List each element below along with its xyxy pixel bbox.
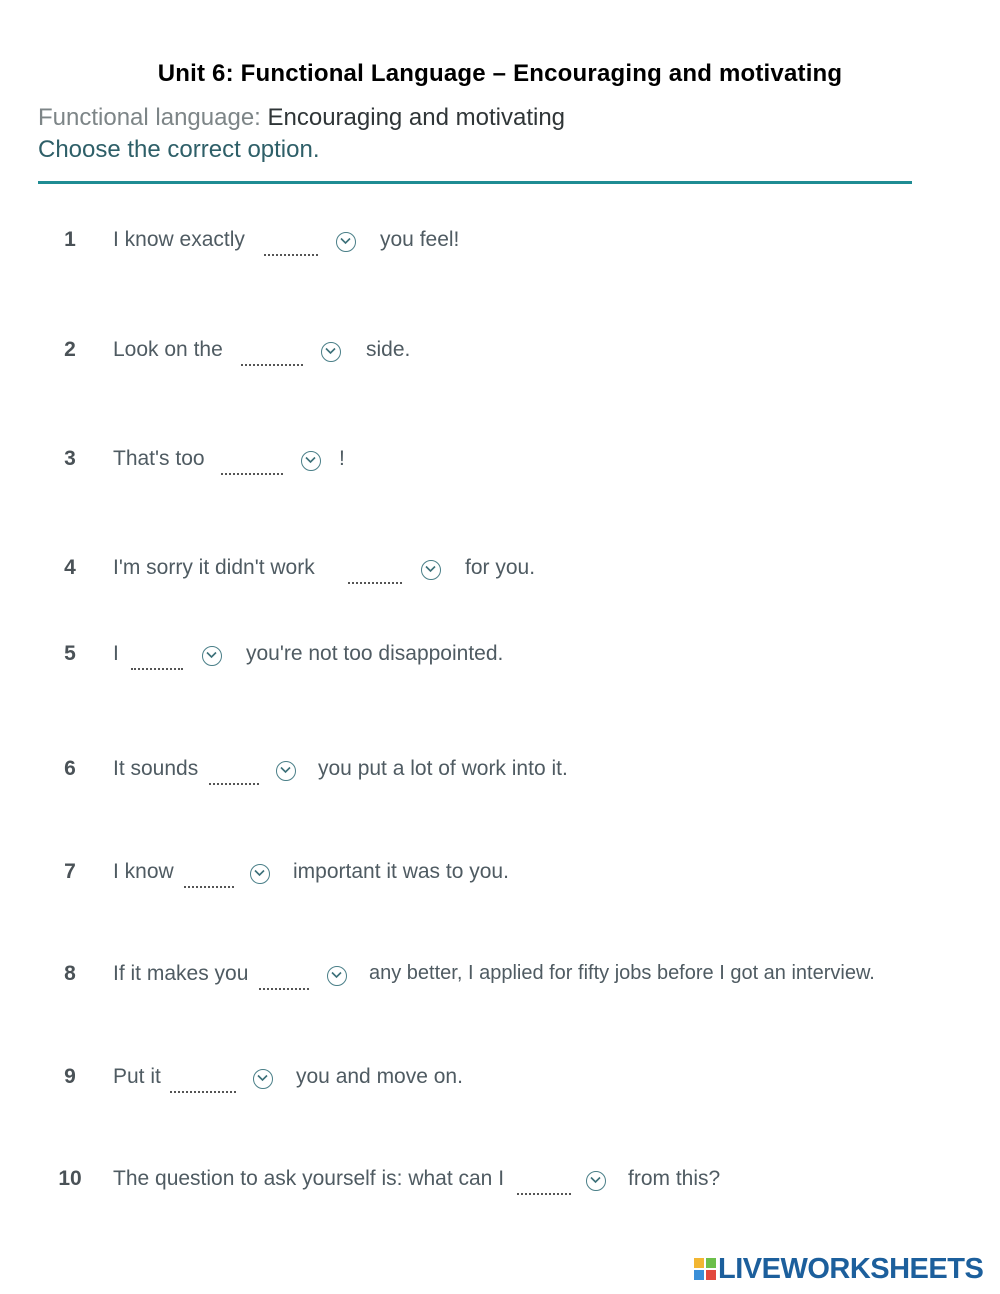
chevron-down-circle-icon[interactable] bbox=[301, 451, 321, 471]
question-text-after: you put a lot of work into it. bbox=[318, 757, 568, 780]
unit-title: Unit 6: Functional Language – Encouraging and motivating bbox=[157, 60, 843, 87]
question-item bbox=[0, 860, 1000, 920]
chevron-down-circle-icon[interactable] bbox=[586, 1171, 606, 1191]
question-item bbox=[0, 228, 1000, 288]
question-number: 4 bbox=[64, 556, 76, 579]
question-text-before: I know exactly bbox=[113, 228, 245, 251]
title-prefix: Functional language: bbox=[38, 104, 268, 131]
question-number: 3 bbox=[64, 447, 76, 470]
answer-blank[interactable] bbox=[184, 884, 234, 888]
question-text-before: That's too bbox=[113, 447, 205, 470]
exercise-title bbox=[38, 102, 565, 134]
chevron-down-circle-icon[interactable] bbox=[327, 966, 347, 986]
question-number: 9 bbox=[64, 1065, 76, 1088]
question-text-before: The question to ask yourself is: what can I bbox=[113, 1167, 505, 1190]
question-number: 8 bbox=[64, 962, 76, 985]
question-number: 1 bbox=[64, 228, 76, 251]
answer-blank[interactable] bbox=[264, 252, 318, 256]
question-text-before: I'm sorry it didn't work bbox=[113, 556, 315, 579]
chevron-down-circle-icon[interactable] bbox=[276, 761, 296, 781]
chevron-down-circle-icon[interactable] bbox=[253, 1069, 273, 1089]
question-text-before: I bbox=[113, 642, 119, 665]
question-item bbox=[0, 1167, 1000, 1227]
chevron-down-circle-icon[interactable] bbox=[250, 864, 270, 884]
brand-name: LIVEWORKSHEETS bbox=[718, 1253, 984, 1285]
question-text-before: Look on the bbox=[113, 338, 223, 361]
question-number: 10 bbox=[58, 1167, 82, 1190]
exercise-header bbox=[38, 102, 565, 166]
question-text-before: It sounds bbox=[113, 757, 199, 780]
question-number: 7 bbox=[64, 860, 76, 883]
question-text-before: If it makes you bbox=[113, 962, 249, 985]
question-text-after: any better, I applied for fifty jobs before I got an interview. bbox=[369, 962, 875, 984]
question-text-after: you feel! bbox=[380, 228, 460, 251]
answer-blank[interactable] bbox=[170, 1089, 236, 1093]
question-text-before: I know bbox=[113, 860, 174, 883]
question-item bbox=[0, 338, 1000, 398]
answer-blank[interactable] bbox=[241, 362, 303, 366]
answer-blank[interactable] bbox=[259, 986, 309, 990]
question-item bbox=[0, 642, 1000, 702]
question-item bbox=[0, 556, 1000, 616]
question-text-after: important it was to you. bbox=[293, 860, 509, 883]
answer-blank[interactable] bbox=[348, 580, 402, 584]
question-text-after: you and move on. bbox=[296, 1065, 463, 1088]
answer-blank[interactable] bbox=[221, 471, 283, 475]
liveworksheets-logo-icon bbox=[694, 1258, 716, 1280]
question-item bbox=[0, 757, 1000, 817]
question-text-after: from this? bbox=[628, 1167, 721, 1190]
question-text-after: for you. bbox=[465, 556, 536, 579]
title-topic: Encouraging and motivating bbox=[267, 104, 566, 131]
chevron-down-circle-icon[interactable] bbox=[336, 232, 356, 252]
question-text-after: you're not too disappointed. bbox=[246, 642, 504, 665]
answer-blank[interactable] bbox=[209, 781, 259, 785]
question-item bbox=[0, 1065, 1000, 1125]
answer-blank[interactable] bbox=[517, 1191, 571, 1195]
question-number: 5 bbox=[64, 642, 76, 665]
chevron-down-circle-icon[interactable] bbox=[421, 560, 441, 580]
question-text-before: Put it bbox=[113, 1065, 161, 1088]
answer-blank[interactable] bbox=[131, 666, 183, 670]
header-divider bbox=[38, 181, 912, 184]
question-number: 6 bbox=[64, 757, 76, 780]
question-text-after: ! bbox=[339, 447, 345, 470]
instruction: Choose the correct option. bbox=[38, 136, 320, 163]
question-number: 2 bbox=[64, 338, 76, 361]
chevron-down-circle-icon[interactable] bbox=[202, 646, 222, 666]
question-item bbox=[0, 962, 1000, 1022]
chevron-down-circle-icon[interactable] bbox=[321, 342, 341, 362]
question-item bbox=[0, 447, 1000, 507]
question-text-after: side. bbox=[366, 338, 411, 361]
